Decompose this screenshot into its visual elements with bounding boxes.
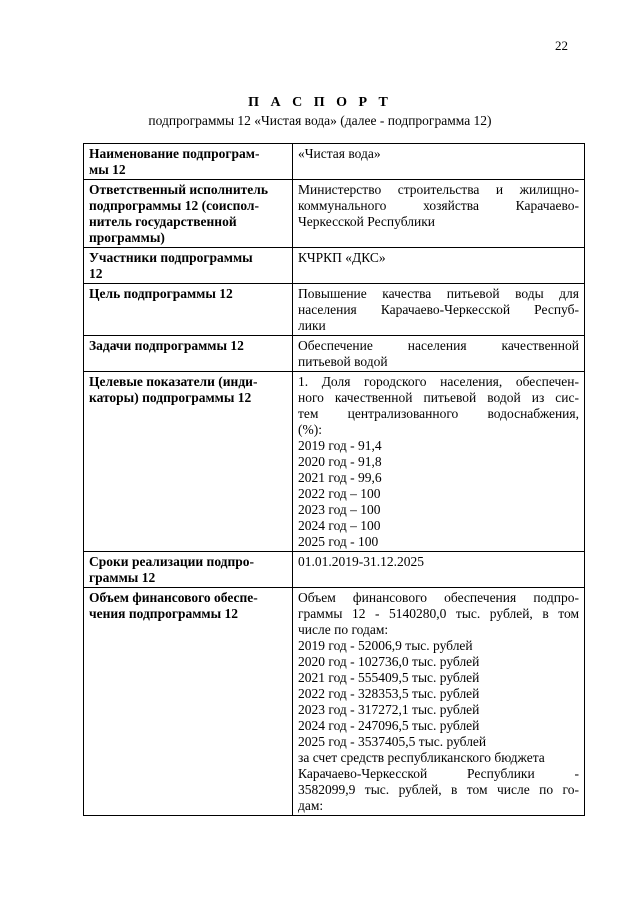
row-value-cell — [293, 284, 585, 336]
row-value-cell — [293, 144, 585, 180]
row-value-line: Черкесской Республики — [298, 214, 435, 229]
passport-table — [83, 143, 585, 816]
row-value-line: тем централизованного водоснабжения, — [298, 406, 579, 421]
row-label-line: Цель подпрограммы 12 — [89, 286, 233, 301]
row-label-cell — [84, 144, 293, 180]
row-value-line: ного качественной питьевой водой из сис- — [298, 390, 579, 405]
table-row — [84, 336, 585, 372]
row-value-cell — [293, 248, 585, 284]
row-value-line: 2019 год - 52006,9 тыс. рублей — [298, 638, 473, 653]
row-value-line: Повышение качества питьевой воды для — [298, 286, 579, 301]
row-label-line: Сроки реализации подпро- — [89, 554, 255, 569]
row-value-line: Обеспечение населения качественной — [298, 338, 579, 353]
row-label-line: 12 — [89, 266, 103, 281]
row-label-line: Целевые показатели (инди- — [89, 374, 258, 389]
row-label-line: подпрограммы 12 (соиспол- — [89, 198, 260, 213]
row-label-cell — [84, 336, 293, 372]
row-label-cell — [84, 552, 293, 588]
row-value-line: лики — [298, 318, 326, 333]
document-title: П А С П О Р Т — [248, 95, 392, 110]
row-value-line: 1. Доля городского населения, обеспечен- — [298, 374, 579, 389]
row-value-cell — [293, 588, 585, 816]
table-row — [84, 372, 585, 552]
row-value-line: 2022 год – 100 — [298, 486, 381, 501]
row-value-line: дам: — [298, 798, 324, 813]
row-label-cell — [84, 284, 293, 336]
row-value-line: (%): — [298, 422, 322, 437]
row-value-cell — [293, 552, 585, 588]
row-value-line: Объем финансового обеспечения подпро- — [298, 590, 579, 605]
row-value-line: 2021 год - 555409,5 тыс. рублей — [298, 670, 480, 685]
document-subtitle: подпрограммы 12 «Чистая вода» (далее - подпрограмма 12) — [148, 113, 492, 128]
row-value-line: 2025 год - 3537405,5 тыс. рублей — [298, 734, 487, 749]
row-label-line: Участники подпрограммы — [89, 250, 253, 265]
row-value-line: 2022 год - 328353,5 тыс. рублей — [298, 686, 480, 701]
row-value-line: КЧРКП «ДКС» — [298, 250, 386, 265]
row-label-line: нитель государственной — [89, 214, 237, 229]
row-value-line: числе по годам: — [298, 622, 389, 637]
row-label-line: граммы 12 — [89, 570, 156, 585]
row-value-line: 2020 год - 91,8 — [298, 454, 382, 469]
row-value-line: Карачаево-Черкесской Республики - — [298, 766, 579, 781]
row-value-line: за счет средств республиканского бюджета — [298, 750, 545, 765]
row-value-line: граммы 12 - 5140280,0 тыс. рублей, в том — [298, 606, 579, 621]
row-value-line: 2025 год - 100 — [298, 534, 379, 549]
row-label-cell — [84, 372, 293, 552]
row-value-cell — [293, 180, 585, 248]
row-label-line: чения подпрограммы 12 — [89, 606, 239, 621]
row-value-line: населения Карачаево-Черкесской Респуб- — [298, 302, 579, 317]
row-value-line: коммунального хозяйства Карачаево- — [298, 198, 579, 213]
table-row — [84, 552, 585, 588]
table-row — [84, 588, 585, 816]
row-value-line: 2019 год - 91,4 — [298, 438, 382, 453]
row-label-line: Задачи подпрограммы 12 — [89, 338, 244, 353]
row-label-line: программы) — [89, 230, 165, 245]
row-value-line: Министерство строительства и жилищно- — [298, 182, 579, 197]
row-label-cell — [84, 180, 293, 248]
row-value-line: 2021 год - 99,6 — [298, 470, 382, 485]
row-value-line: 2020 год - 102736,0 тыс. рублей — [298, 654, 480, 669]
row-value-line: 2023 год – 100 — [298, 502, 381, 517]
row-label-line: Наименование подпрограм- — [89, 146, 260, 161]
table-row — [84, 248, 585, 284]
page-number: 22 — [555, 38, 568, 53]
row-label-line: Объем финансового обеспе- — [89, 590, 258, 605]
row-value-line: «Чистая вода» — [298, 146, 381, 161]
row-value-cell — [293, 336, 585, 372]
table-row — [84, 144, 585, 180]
row-label-cell — [84, 248, 293, 284]
row-value-line: 2023 год - 317272,1 тыс. рублей — [298, 702, 480, 717]
table-row — [84, 180, 585, 248]
table-row — [84, 284, 585, 336]
row-label-line: Ответственный исполнитель — [89, 182, 268, 197]
passport-table-body — [84, 144, 585, 816]
row-value-line: питьевой водой — [298, 354, 388, 369]
row-value-line: 01.01.2019-31.12.2025 — [298, 554, 424, 569]
row-label-cell — [84, 588, 293, 816]
row-value-cell — [293, 372, 585, 552]
row-value-line: 2024 год – 100 — [298, 518, 381, 533]
row-label-line: мы 12 — [89, 162, 126, 177]
row-label-line: каторы) подпрограммы 12 — [89, 390, 252, 405]
row-value-line: 2024 год - 247096,5 тыс. рублей — [298, 718, 480, 733]
row-value-line: 3582099,9 тыс. рублей, в том числе по го- — [298, 782, 579, 797]
